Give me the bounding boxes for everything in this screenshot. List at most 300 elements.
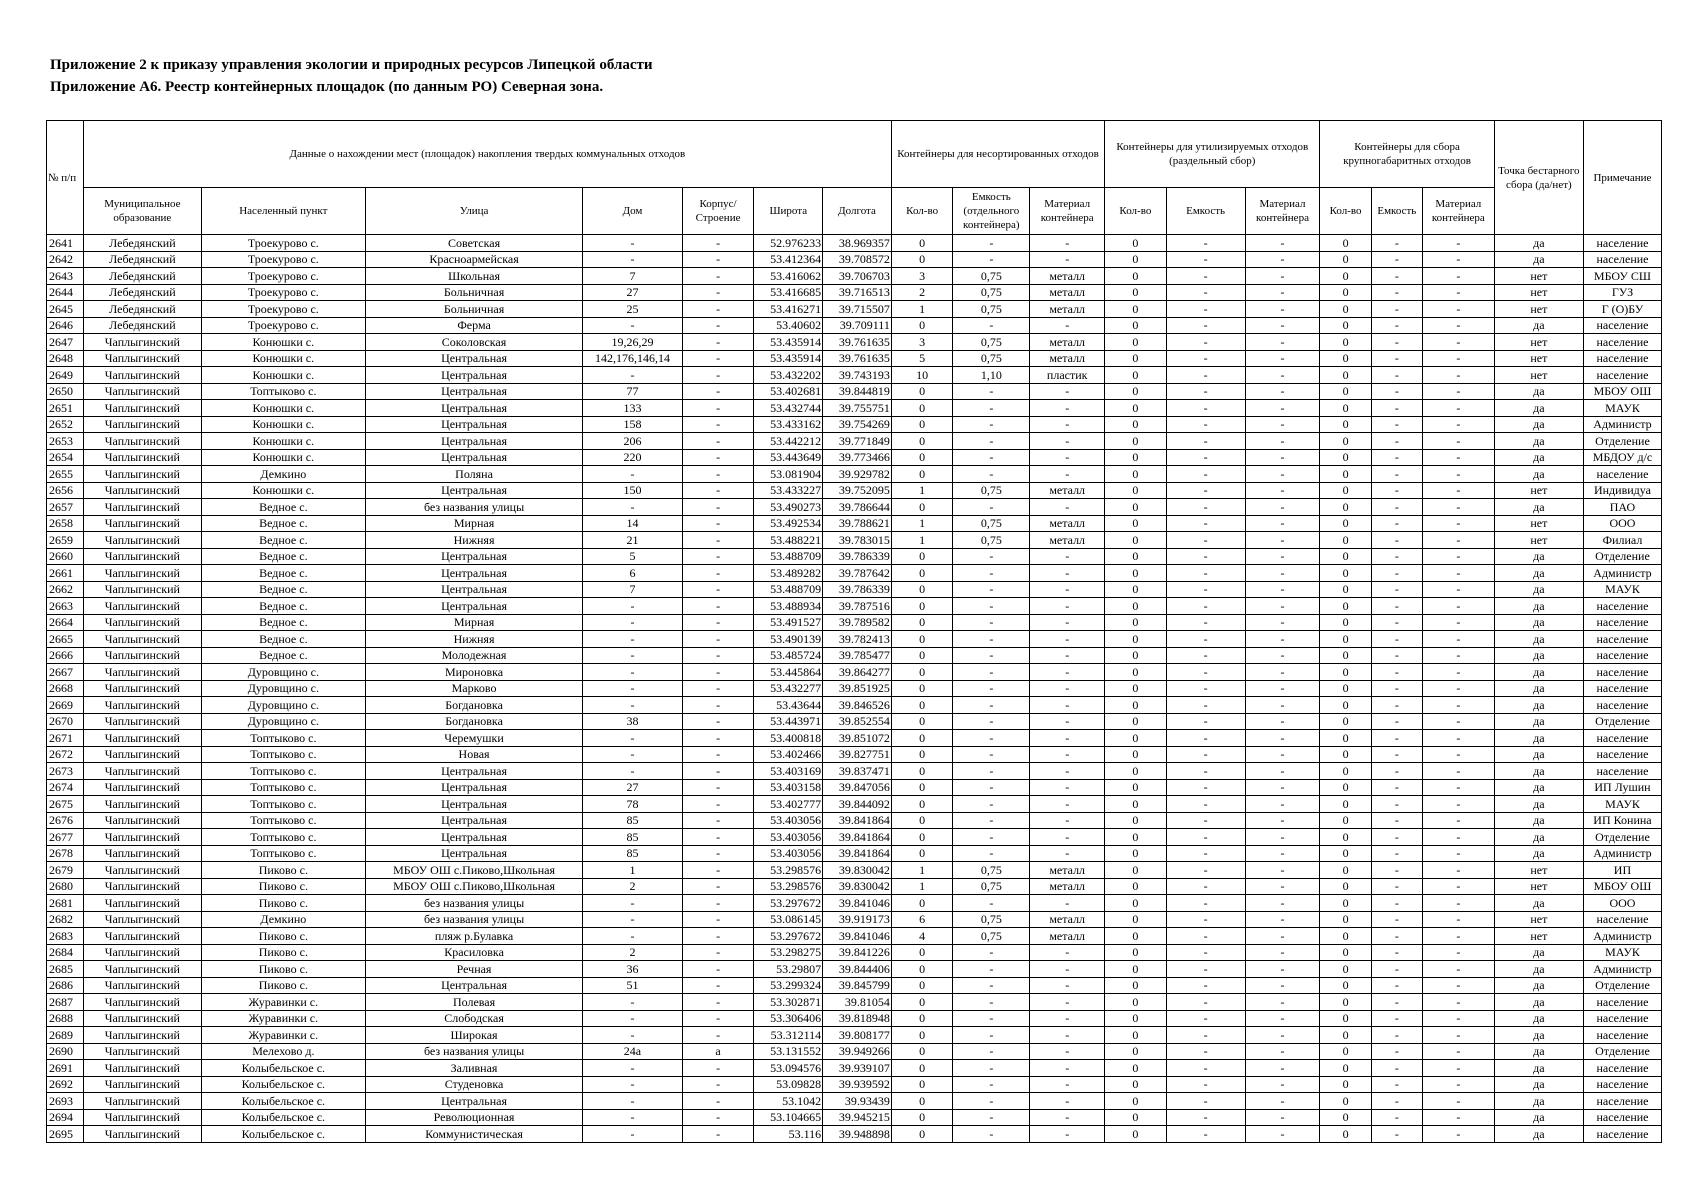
cell-lat: 53.416685 [754,284,823,301]
cell-settlement: Ведное с. [201,598,365,615]
cell-settlement: Топтыково с. [201,746,365,763]
cell-building: - [682,235,754,252]
cell-house: 6 [583,565,682,582]
cell-house: 7 [583,268,682,285]
cell-bulky-capacity: - [1371,466,1422,483]
cell-settlement: Демкино [201,911,365,928]
cell-building: - [682,1027,754,1044]
cell-building: - [682,961,754,978]
cell-recyclable-capacity: - [1166,994,1245,1011]
cell-bulky-count: 0 [1320,878,1371,895]
cell-street: Революционная [365,1109,582,1126]
cell-bulky-count: 0 [1320,895,1371,912]
cell-unsorted-material: металл [1030,928,1105,945]
cell-lon: 39.755751 [823,400,892,417]
cell-bulky-count: 0 [1320,779,1371,796]
cell-settlement: Топтыково с. [201,763,365,780]
cell-note: население [1583,730,1661,747]
cell-unsorted-material: - [1030,1093,1105,1110]
cell-recyclable-capacity: - [1166,235,1245,252]
cell-lat: 53.094576 [754,1060,823,1077]
cell-settlement: Демкино [201,466,365,483]
cell-unsorted-count: 1 [891,482,953,499]
cell-note: население [1583,746,1661,763]
cell-street: без названия улицы [365,911,582,928]
table-row [47,251,1662,268]
cell-bulky-count: 0 [1320,928,1371,945]
cell-house: - [583,1093,682,1110]
cell-municipality: Чаплыгинский [83,383,201,400]
cell-recyclable-count: 0 [1105,664,1167,681]
cell-municipality: Чаплыгинский [83,1093,201,1110]
cell-num: 2688 [47,1010,84,1027]
cell-bulky-count: 0 [1320,1076,1371,1093]
cell-bulky-count: 0 [1320,598,1371,615]
cell-settlement: Конюшки с. [201,433,365,450]
cell-note: население [1583,1109,1661,1126]
table-row [47,449,1662,466]
cell-recyclable-material: - [1245,779,1320,796]
cell-building: - [682,565,754,582]
cell-settlement: Пиково с. [201,878,365,895]
cell-recyclable-count: 0 [1105,268,1167,285]
cell-note: Отделение [1583,713,1661,730]
cell-recyclable-capacity: - [1166,383,1245,400]
cell-unsorted-capacity: - [953,664,1030,681]
cell-point: да [1494,977,1583,994]
cell-bulky-capacity: - [1371,317,1422,334]
cell-bulky-count: 0 [1320,944,1371,961]
cell-municipality: Чаплыгинский [83,878,201,895]
cell-bulky-count: 0 [1320,614,1371,631]
cell-unsorted-capacity: - [953,565,1030,582]
cell-bulky-count: 0 [1320,565,1371,582]
cell-bulky-capacity: - [1371,812,1422,829]
cell-unsorted-material: металл [1030,334,1105,351]
cell-recyclable-count: 0 [1105,1027,1167,1044]
cell-unsorted-material: металл [1030,878,1105,895]
cell-building: - [682,911,754,928]
cell-settlement: Троекурово с. [201,284,365,301]
cell-municipality: Чаплыгинский [83,515,201,532]
cell-unsorted-capacity: - [953,796,1030,813]
cell-building: - [682,829,754,846]
table-body [47,235,1662,1143]
cell-lon: 39.761635 [823,334,892,351]
cell-lat: 53.403056 [754,829,823,846]
cell-bulky-material: - [1422,317,1494,334]
cell-unsorted-count: 0 [891,730,953,747]
table-row [47,581,1662,598]
cell-lon: 39.844819 [823,383,892,400]
cell-point: нет [1494,482,1583,499]
cell-municipality: Чаплыгинский [83,994,201,1011]
cell-recyclable-capacity: - [1166,746,1245,763]
cell-recyclable-capacity: - [1166,763,1245,780]
cell-lon: 39.771849 [823,433,892,450]
cell-unsorted-count: 0 [891,383,953,400]
cell-recyclable-capacity: - [1166,433,1245,450]
cell-num: 2685 [47,961,84,978]
cell-recyclable-count: 0 [1105,598,1167,615]
cell-recyclable-material: - [1245,416,1320,433]
table-row [47,367,1662,384]
cell-building: - [682,697,754,714]
cell-note: ИП Конина [1583,812,1661,829]
cell-lon: 39.818948 [823,1010,892,1027]
cell-recyclable-count: 0 [1105,1109,1167,1126]
cell-recyclable-capacity: - [1166,301,1245,318]
cell-building: - [682,796,754,813]
cell-unsorted-count: 3 [891,334,953,351]
cell-bulky-material: - [1422,284,1494,301]
cell-bulky-material: - [1422,697,1494,714]
cell-recyclable-count: 0 [1105,829,1167,846]
cell-lon: 39.929782 [823,466,892,483]
cell-num: 2679 [47,862,84,879]
cell-recyclable-material: - [1245,499,1320,516]
cell-unsorted-count: 0 [891,251,953,268]
cell-num: 2689 [47,1027,84,1044]
table-header [47,121,1662,235]
cell-street: Новая [365,746,582,763]
cell-bulky-capacity: - [1371,845,1422,862]
cell-num: 2651 [47,400,84,417]
cell-settlement: Дуровщино с. [201,697,365,714]
cell-house: 24а [583,1043,682,1060]
cell-unsorted-material: - [1030,763,1105,780]
cell-building: - [682,812,754,829]
cell-settlement: Пиково с. [201,862,365,879]
cell-building: - [682,845,754,862]
cell-bulky-capacity: - [1371,301,1422,318]
cell-lon: 39.939107 [823,1060,892,1077]
cell-recyclable-capacity: - [1166,895,1245,912]
cell-unsorted-count: 1 [891,515,953,532]
cell-note: Индивидуа [1583,482,1661,499]
cell-street: Больничная [365,301,582,318]
cell-bulky-material: - [1422,449,1494,466]
cell-unsorted-count: 0 [891,664,953,681]
cell-building: - [682,548,754,565]
cell-num: 2642 [47,251,84,268]
cell-bulky-capacity: - [1371,334,1422,351]
cell-point: да [1494,449,1583,466]
cell-bulky-capacity: - [1371,631,1422,648]
cell-municipality: Чаплыгинский [83,350,201,367]
cell-building: - [682,631,754,648]
cell-house: 158 [583,416,682,433]
cell-recyclable-capacity: - [1166,1010,1245,1027]
header-unsorted-count: Кол-во [891,188,953,235]
cell-building: - [682,581,754,598]
cell-building: - [682,433,754,450]
cell-bulky-capacity: - [1371,878,1422,895]
cell-municipality: Лебедянский [83,251,201,268]
cell-point: да [1494,961,1583,978]
cell-bulky-material: - [1422,499,1494,516]
header-municipality: Муниципальное образование [83,188,201,235]
cell-note: МБДОУ д/с [1583,449,1661,466]
cell-recyclable-material: - [1245,301,1320,318]
cell-point: да [1494,466,1583,483]
table-row [47,1010,1662,1027]
cell-point: да [1494,251,1583,268]
cell-house: 78 [583,796,682,813]
header-note: Примечание [1583,121,1661,235]
cell-municipality: Лебедянский [83,268,201,285]
cell-note: Г (О)БУ [1583,301,1661,318]
cell-recyclable-capacity: - [1166,581,1245,598]
cell-note: Отделение [1583,548,1661,565]
cell-point: да [1494,779,1583,796]
cell-note: МБОУ ОШ [1583,878,1661,895]
cell-house: 133 [583,400,682,417]
cell-lon: 39.945215 [823,1109,892,1126]
cell-building: - [682,664,754,681]
cell-street: Центральная [365,350,582,367]
cell-street: Центральная [365,416,582,433]
cell-bulky-capacity: - [1371,350,1422,367]
cell-recyclable-count: 0 [1105,713,1167,730]
cell-unsorted-material: - [1030,251,1105,268]
cell-bulky-material: - [1422,334,1494,351]
cell-municipality: Чаплыгинский [83,532,201,549]
cell-unsorted-capacity: 0,75 [953,350,1030,367]
cell-house: - [583,911,682,928]
cell-bulky-count: 0 [1320,911,1371,928]
cell-building: - [682,416,754,433]
cell-recyclable-count: 0 [1105,1093,1167,1110]
cell-num: 2657 [47,499,84,516]
cell-recyclable-capacity: - [1166,796,1245,813]
header-building: Корпус/ Строение [682,188,754,235]
cell-lat: 53.403158 [754,779,823,796]
cell-building: - [682,1076,754,1093]
cell-recyclable-count: 0 [1105,1043,1167,1060]
cell-recyclable-material: - [1245,878,1320,895]
cell-point: да [1494,730,1583,747]
cell-recyclable-count: 0 [1105,565,1167,582]
cell-recyclable-count: 0 [1105,350,1167,367]
cell-unsorted-count: 0 [891,235,953,252]
cell-recyclable-material: - [1245,1060,1320,1077]
cell-municipality: Чаплыгинский [83,647,201,664]
cell-lon: 39.939592 [823,1076,892,1093]
cell-municipality: Чаплыгинский [83,977,201,994]
cell-lat: 53.443649 [754,449,823,466]
cell-num: 2667 [47,664,84,681]
cell-point: нет [1494,515,1583,532]
cell-settlement: Ведное с. [201,581,365,598]
cell-building: - [682,862,754,879]
cell-unsorted-material: металл [1030,482,1105,499]
cell-note: население [1583,647,1661,664]
cell-settlement: Колыбельское с. [201,1060,365,1077]
cell-unsorted-material: - [1030,895,1105,912]
cell-unsorted-material: металл [1030,350,1105,367]
table-row [47,400,1662,417]
cell-unsorted-count: 1 [891,878,953,895]
cell-bulky-material: - [1422,268,1494,285]
cell-lon: 39.846526 [823,697,892,714]
cell-street: Мирная [365,515,582,532]
cell-unsorted-material: - [1030,977,1105,994]
cell-unsorted-capacity: 0,75 [953,532,1030,549]
cell-note: Отделение [1583,1043,1661,1060]
cell-settlement: Конюшки с. [201,482,365,499]
cell-recyclable-capacity: - [1166,251,1245,268]
cell-recyclable-count: 0 [1105,532,1167,549]
cell-settlement: Топтыково с. [201,779,365,796]
cell-municipality: Чаплыгинский [83,862,201,879]
cell-lat: 53.09828 [754,1076,823,1093]
cell-bulky-count: 0 [1320,812,1371,829]
cell-street: Советская [365,235,582,252]
cell-point: да [1494,680,1583,697]
cell-unsorted-count: 1 [891,862,953,879]
cell-bulky-material: - [1422,1027,1494,1044]
cell-municipality: Чаплыгинский [83,713,201,730]
cell-building: а [682,1043,754,1060]
cell-point: нет [1494,350,1583,367]
cell-recyclable-material: - [1245,680,1320,697]
cell-num: 2683 [47,928,84,945]
cell-bulky-material: - [1422,796,1494,813]
cell-settlement: Конюшки с. [201,416,365,433]
cell-note: МАУК [1583,400,1661,417]
cell-lat: 53.488221 [754,532,823,549]
cell-point: да [1494,763,1583,780]
cell-unsorted-capacity: - [953,433,1030,450]
cell-recyclable-count: 0 [1105,697,1167,714]
cell-recyclable-material: - [1245,1109,1320,1126]
cell-note: население [1583,680,1661,697]
cell-unsorted-material: - [1030,845,1105,862]
cell-point: да [1494,994,1583,1011]
table-row [47,268,1662,285]
cell-bulky-material: - [1422,746,1494,763]
cell-street: Мироновка [365,664,582,681]
cell-unsorted-material: - [1030,746,1105,763]
cell-street: без названия улицы [365,895,582,912]
cell-lat: 53.29807 [754,961,823,978]
cell-building: - [682,928,754,945]
cell-street: Центральная [365,400,582,417]
cell-bulky-material: - [1422,631,1494,648]
cell-note: Отделение [1583,829,1661,846]
cell-recyclable-capacity: - [1166,268,1245,285]
cell-bulky-count: 0 [1320,235,1371,252]
cell-lat: 53.435914 [754,350,823,367]
cell-num: 2658 [47,515,84,532]
cell-recyclable-count: 0 [1105,994,1167,1011]
cell-lat: 53.402466 [754,746,823,763]
cell-municipality: Чаплыгинский [83,697,201,714]
cell-house: 150 [583,482,682,499]
cell-point: да [1494,548,1583,565]
cell-bulky-material: - [1422,1126,1494,1143]
cell-bulky-count: 0 [1320,515,1371,532]
cell-num: 2661 [47,565,84,582]
cell-bulky-material: - [1422,350,1494,367]
cell-house: - [583,746,682,763]
cell-recyclable-capacity: - [1166,317,1245,334]
table-row [47,829,1662,846]
cell-recyclable-capacity: - [1166,680,1245,697]
cell-building: - [682,532,754,549]
cell-point: да [1494,416,1583,433]
cell-house: - [583,251,682,268]
cell-lat: 53.433227 [754,482,823,499]
cell-house: - [583,631,682,648]
cell-street: Нижняя [365,631,582,648]
cell-num: 2656 [47,482,84,499]
cell-note: Администр [1583,845,1661,862]
cell-house: 19,26,29 [583,334,682,351]
cell-lon: 39.830042 [823,878,892,895]
cell-unsorted-capacity: - [953,383,1030,400]
cell-num: 2660 [47,548,84,565]
table-row [47,466,1662,483]
cell-recyclable-capacity: - [1166,416,1245,433]
cell-note: ИП Лушин [1583,779,1661,796]
cell-note: население [1583,1060,1661,1077]
cell-unsorted-material: - [1030,664,1105,681]
cell-unsorted-capacity: - [953,548,1030,565]
cell-house: 77 [583,383,682,400]
cell-num: 2673 [47,763,84,780]
cell-unsorted-count: 1 [891,532,953,549]
cell-unsorted-material: - [1030,416,1105,433]
cell-point: да [1494,647,1583,664]
cell-note: МАУК [1583,944,1661,961]
cell-recyclable-capacity: - [1166,598,1245,615]
cell-recyclable-material: - [1245,565,1320,582]
cell-lon: 39.827751 [823,746,892,763]
cell-recyclable-count: 0 [1105,449,1167,466]
cell-bulky-count: 0 [1320,1126,1371,1143]
cell-unsorted-count: 1 [891,301,953,318]
cell-unsorted-count: 0 [891,317,953,334]
cell-lon: 39.948898 [823,1126,892,1143]
cell-house: 51 [583,977,682,994]
cell-unsorted-material: - [1030,548,1105,565]
cell-bulky-count: 0 [1320,548,1371,565]
cell-unsorted-material: - [1030,400,1105,417]
cell-unsorted-capacity: 0,75 [953,862,1030,879]
cell-bulky-capacity: - [1371,1076,1422,1093]
table-row [47,433,1662,450]
cell-recyclable-capacity: - [1166,482,1245,499]
cell-point: да [1494,1043,1583,1060]
cell-recyclable-material: - [1245,977,1320,994]
cell-recyclable-count: 0 [1105,730,1167,747]
cell-unsorted-count: 2 [891,284,953,301]
cell-recyclable-capacity: - [1166,911,1245,928]
cell-num: 2662 [47,581,84,598]
cell-bulky-capacity: - [1371,994,1422,1011]
cell-municipality: Чаплыгинский [83,829,201,846]
cell-house: 21 [583,532,682,549]
cell-building: - [682,779,754,796]
cell-street: Центральная [365,977,582,994]
table-row [47,482,1662,499]
cell-bulky-material: - [1422,845,1494,862]
cell-house: - [583,1010,682,1027]
cell-lon: 39.845799 [823,977,892,994]
cell-num: 2649 [47,367,84,384]
